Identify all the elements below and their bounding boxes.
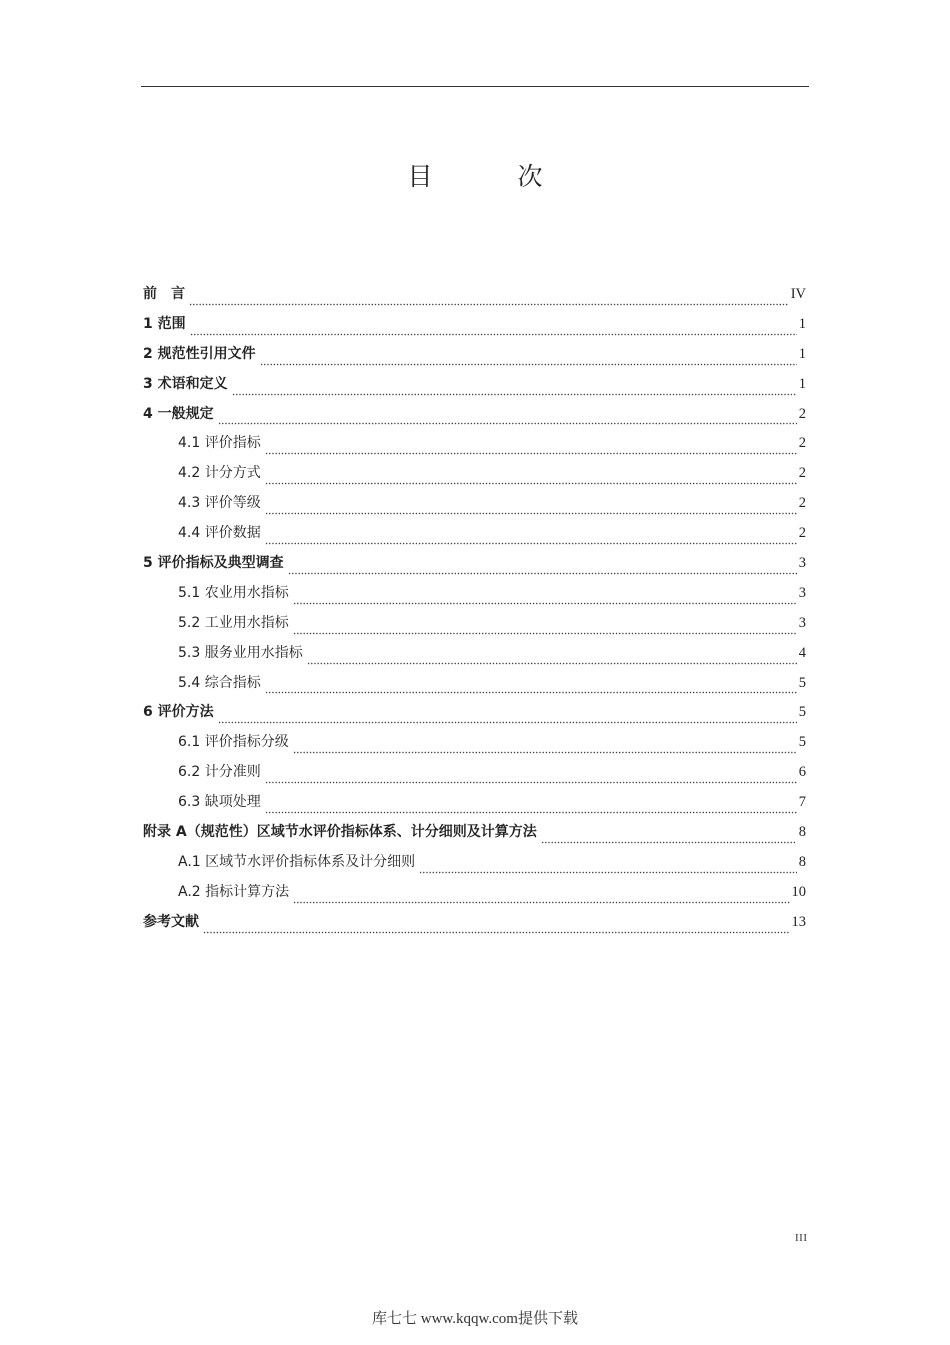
dot-leader xyxy=(293,595,797,605)
toc-entry-page: 1 xyxy=(798,375,806,392)
page-number: III xyxy=(795,1232,808,1244)
toc-entry-label: 4 一般规定 xyxy=(143,405,214,422)
dot-leader xyxy=(265,535,797,545)
toc-entry-page: 5 xyxy=(798,674,806,691)
toc-entry-label: 2 规范性引用文件 xyxy=(143,345,256,362)
toc-entry-label: 参考文献 xyxy=(143,913,199,930)
toc-entry-label: 附录 A（规范性）区域节水评价指标体系、计分细则及计算方法 xyxy=(143,824,537,841)
toc-entry[interactable] xyxy=(143,701,806,731)
dot-leader xyxy=(419,864,797,874)
toc-entry[interactable] xyxy=(143,851,806,881)
dot-leader xyxy=(265,684,797,694)
toc-entry-label: 6 评价方法 xyxy=(143,704,214,721)
toc-entry-page: 2 xyxy=(798,495,806,512)
dot-leader xyxy=(265,804,797,814)
dot-leader xyxy=(293,744,797,754)
dot-leader xyxy=(189,296,789,306)
toc-entry-page: 7 xyxy=(798,794,806,811)
toc-entry[interactable] xyxy=(143,522,806,552)
toc-entry[interactable] xyxy=(143,373,806,403)
toc-entry-label: 5.4 综合指标 xyxy=(178,674,261,691)
toc-entry-page: 3 xyxy=(798,584,806,601)
dot-leader xyxy=(288,565,797,575)
toc-entry-label: 3 术语和定义 xyxy=(143,375,228,392)
toc-entry[interactable] xyxy=(143,462,806,492)
toc-entry[interactable] xyxy=(143,642,806,672)
toc-entry-page: 10 xyxy=(791,883,806,900)
toc-entry-page: 5 xyxy=(798,734,806,751)
dot-leader xyxy=(232,386,797,396)
header-rule xyxy=(141,86,809,87)
dot-leader xyxy=(293,625,797,635)
toc-entry-page: 3 xyxy=(798,555,806,572)
toc-entry-label: 6.2 计分准则 xyxy=(178,764,261,781)
toc-entry[interactable] xyxy=(143,761,806,791)
toc-entry-label: 4.4 评价数据 xyxy=(178,525,261,542)
toc-entry-page: IV xyxy=(790,286,806,302)
toc-entry-label: 1 范围 xyxy=(143,315,186,332)
dot-leader xyxy=(541,834,797,844)
toc-entry-label: 4.1 评价指标 xyxy=(178,435,261,452)
toc-entry-page: 4 xyxy=(798,644,806,661)
toc-entry-page: 2 xyxy=(798,435,806,452)
toc-entry-label: 4.2 计分方式 xyxy=(178,465,261,482)
dot-leader xyxy=(307,655,797,665)
toc-entry[interactable] xyxy=(143,582,806,612)
toc-entry[interactable] xyxy=(143,881,806,911)
dot-leader xyxy=(265,774,797,784)
toc-entry[interactable] xyxy=(143,821,806,851)
toc-entry-page: 5 xyxy=(798,704,806,721)
toc-entry-page: 2 xyxy=(798,405,806,422)
toc-entry-label: 前 言 xyxy=(143,286,185,302)
dot-leader xyxy=(218,714,797,724)
page-title: 目 次 xyxy=(407,162,573,191)
dot-leader xyxy=(265,445,797,455)
toc-entry-label: 5.3 服务业用水指标 xyxy=(178,644,303,661)
dot-leader xyxy=(265,505,797,515)
toc-entry[interactable] xyxy=(143,672,806,702)
footer-credit: 库七七 www.kqqw.com提供下载 xyxy=(372,1311,578,1327)
dot-leader xyxy=(190,326,797,336)
dot-leader xyxy=(218,415,797,425)
toc-entry-page: 3 xyxy=(798,614,806,631)
toc-entry-page: 2 xyxy=(798,525,806,542)
toc-entry-page: 6 xyxy=(798,764,806,781)
toc-entry[interactable] xyxy=(143,403,806,433)
toc-entry[interactable] xyxy=(143,612,806,642)
toc-entry-page: 1 xyxy=(798,315,806,332)
toc-entry-page: 13 xyxy=(791,913,806,930)
toc-entry[interactable] xyxy=(143,343,806,373)
toc-entry[interactable] xyxy=(143,552,806,582)
toc-entry-label: A.1 区域节水评价指标体系及计分细则 xyxy=(178,853,416,870)
dot-leader xyxy=(265,475,797,485)
toc-entry[interactable] xyxy=(143,911,806,941)
toc-entry-label: 6.3 缺项处理 xyxy=(178,794,261,811)
toc-entry-label: 6.1 评价指标分级 xyxy=(178,734,289,751)
toc-entry-page: 8 xyxy=(798,853,806,870)
toc-entry-label: A.2 指标计算方法 xyxy=(178,883,290,900)
toc-entry-label: 5.1 农业用水指标 xyxy=(178,584,289,601)
dot-leader xyxy=(203,924,790,934)
toc-entry-page: 2 xyxy=(798,465,806,482)
toc-entry[interactable] xyxy=(143,731,806,761)
table-of-contents xyxy=(143,283,806,941)
toc-entry-page: 8 xyxy=(798,824,806,841)
dot-leader xyxy=(293,894,789,904)
toc-entry[interactable] xyxy=(143,283,806,313)
toc-entry-label: 5.2 工业用水指标 xyxy=(178,614,289,631)
toc-entry-page: 1 xyxy=(798,345,806,362)
toc-entry[interactable] xyxy=(143,313,806,343)
toc-entry[interactable] xyxy=(143,432,806,462)
toc-entry[interactable] xyxy=(143,492,806,522)
toc-entry-label: 4.3 评价等级 xyxy=(178,495,261,512)
dot-leader xyxy=(260,356,797,366)
toc-entry-label: 5 评价指标及典型调查 xyxy=(143,555,284,572)
toc-entry[interactable] xyxy=(143,791,806,821)
